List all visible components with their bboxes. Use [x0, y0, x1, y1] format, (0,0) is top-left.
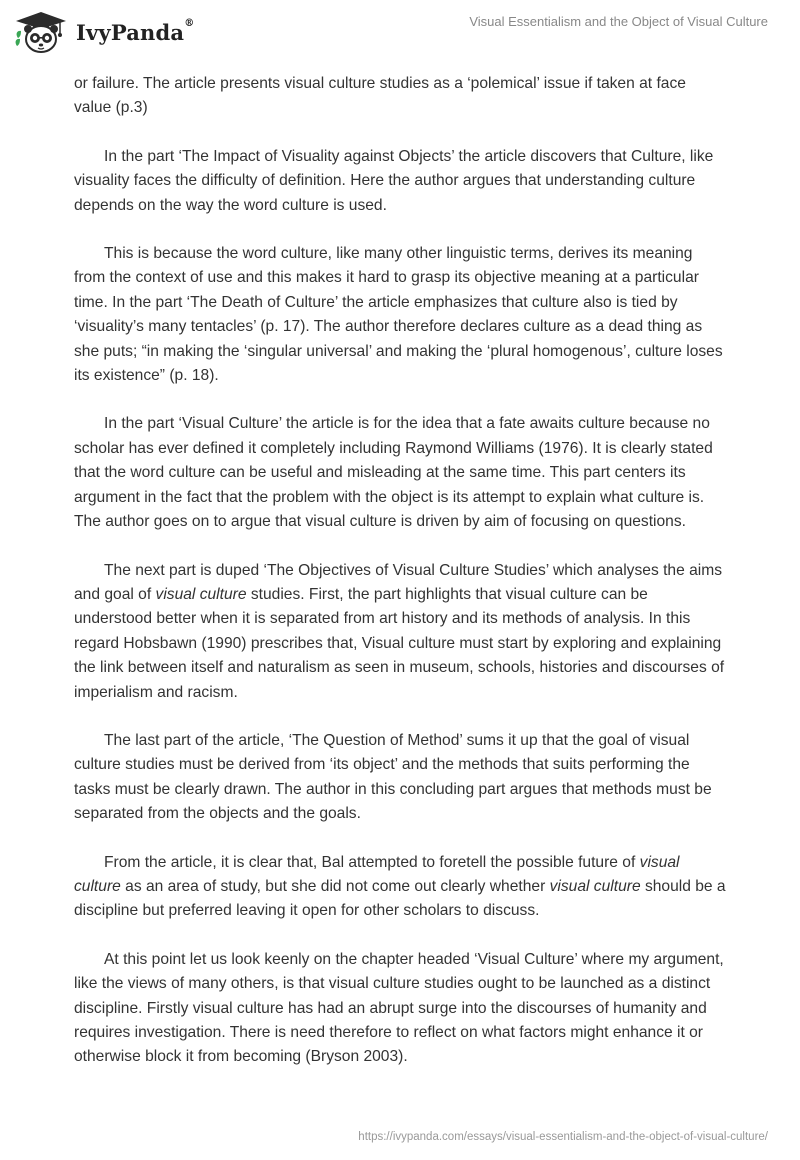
italic-term: visual culture [549, 877, 641, 895]
italic-term: visual culture [155, 585, 247, 603]
paragraph-text: At this point let us look keenly on the chapter headed ‘Visual Culture’ where my argument, like the views of many others, is that visual culture studies ought to be launched as a distinct discipline. Firstly visual culture has had an abrupt surge into the discourses of humanity and requires investigation. There is need therefore to reflect on what factors might enhance it or otherwise block it from becoming (Bryson 2003). [74, 950, 724, 1066]
essay-paragraph [74, 412, 726, 534]
page-header [0, 0, 800, 70]
essay-paragraph [74, 729, 726, 827]
panda-graduate-icon [14, 10, 68, 54]
paragraph-text: as an area of study, but she did not come out clearly whether [120, 877, 550, 895]
paragraph-text: In the part ‘The Impact of Visuality against Objects’ the article discovers that Culture, like visuality faces the difficulty of definition. Here the author argues that understanding culture depends on the way the word culture is used. [74, 147, 714, 214]
paragraph-text: should be a discipline but preferred leaving it open for other scholars to discuss. [74, 877, 726, 920]
paragraph-text: From the article, it is clear that, Bal attempted to foretell the possible future of [104, 853, 640, 871]
essay-paragraph [74, 559, 726, 705]
essay-body [74, 72, 726, 1094]
essay-paragraph [74, 948, 726, 1070]
essay-paragraph [74, 72, 726, 121]
essay-paragraph [74, 851, 726, 924]
paragraph-text: The last part of the article, ‘The Question of Method’ sums it up that the goal of visual culture studies must be derived from ‘its object’ and the methods that suits performing the tasks must be clearly drawn. The author in this concluding part argues that methods must be separated from the objects and the goals. [74, 731, 712, 823]
italic-term: visual culture [74, 853, 680, 895]
ivypanda-logo[interactable] [14, 10, 194, 54]
paragraph-text: The next part is duped ‘The Objectives of Visual Culture Studies’ which analyses the aims and goal of [74, 561, 723, 603]
source-url: https://ivypanda.com/essays/visual-essentialism-and-the-object-of-visual-culture/ [358, 1131, 768, 1143]
document-title: Visual Essentialism and the Object of Visual Culture [469, 14, 768, 29]
registered-mark: ® [184, 17, 195, 29]
paragraph-text: In the part ‘Visual Culture’ the article is for the idea that a fate awaits culture because no scholar has ever defined it completely including Raymond Williams (1976). It is clearly stated that the word culture can be useful and misleading at the same time. This part centers its argument in the fact that the problem with the object is its attempt to explain what culture is. The author goes on to argue that visual culture is driven by aim of focusing on questions. [74, 415, 713, 531]
essay-paragraph [74, 242, 726, 388]
logo-text: IvyPanda® [76, 17, 195, 45]
paragraph-text: studies. First, the part highlights that visual culture can be understood better when it is separated from art history and its methods of analysis. In this regard Hobsbawn (1990) prescribes that, Visual culture must start by exploring and explaining the link between itself and naturalism as seen in museum, schools, histories and discourses of imperialism and racism. [74, 585, 725, 701]
paragraph-text: This is because the word culture, like many other linguistic terms, derives its meaning from the context of use and this makes it hard to grasp its objective meaning at a particular time. In the part ‘The Death of Culture’ the article emphasizes that culture also is tied by ‘visuality’s many tentacles’ (p. 17). The author therefore declares culture as a dead thing as she puts; “in making the ‘singular universal’ and making the ‘plural homogenous’, culture loses its existence” (p. 18). [74, 245, 723, 385]
paragraph-text: or failure. The article presents visual culture studies as a ‘polemical’ issue if taken at face value (p.3) [74, 75, 686, 117]
essay-paragraph [74, 145, 726, 218]
